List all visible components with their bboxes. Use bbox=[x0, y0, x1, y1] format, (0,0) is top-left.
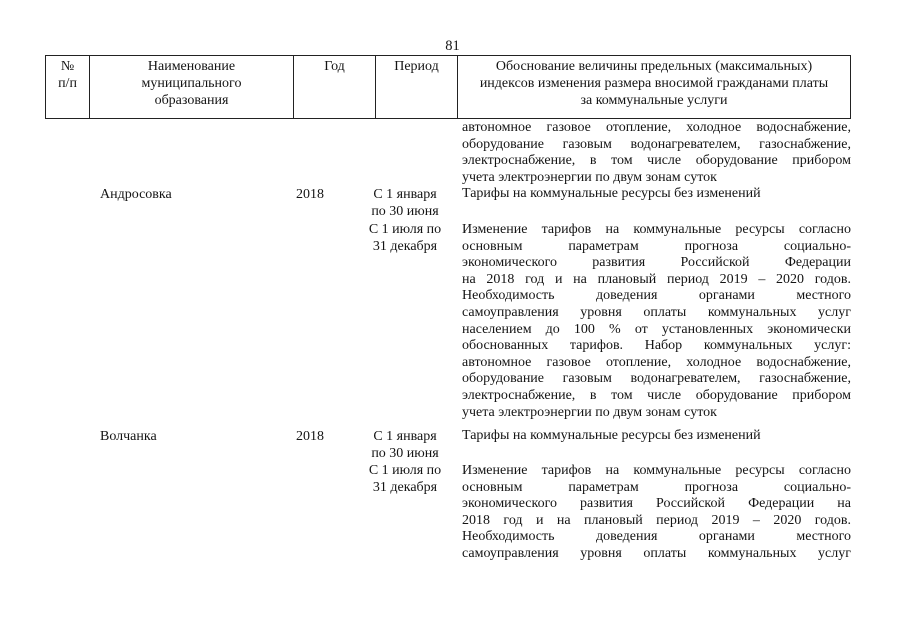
basis-line: Изменение тарифов на коммунальные ресурсы согласно bbox=[462, 463, 851, 478]
header-municipality-column bbox=[90, 56, 294, 118]
basis-line: автономное газовое отопление, холодное водоснабжение, bbox=[462, 354, 851, 370]
basis-line: электроснабжение, в том числе оборудование прибором bbox=[462, 387, 851, 403]
basis-line: Тарифы на коммунальные ресурсы без изменений bbox=[462, 186, 761, 201]
basis-second-half bbox=[462, 463, 851, 563]
basis-line: учета электроэнергии по двум зонам суток bbox=[462, 169, 717, 185]
header-municipality-line: образования bbox=[154, 93, 229, 108]
header-period-label: Период bbox=[394, 59, 439, 74]
period-first-half bbox=[360, 428, 450, 462]
basis-line: Тарифы на коммунальные ресурсы без изменений bbox=[462, 428, 761, 443]
basis-line: на 2018 год и на плановый период 2019 – 2020 годов. bbox=[462, 271, 851, 287]
basis-line: основным параметрам прогноза социально- bbox=[462, 479, 851, 495]
period-second-half bbox=[360, 221, 450, 255]
table-header bbox=[45, 55, 851, 119]
period-line: С 1 января bbox=[373, 429, 437, 444]
basis-line: Необходимость доведения органами местного bbox=[462, 288, 851, 304]
year-value: 2018 bbox=[296, 429, 324, 444]
basis-line: 2018 год и на плановый период 2019 – 2020 годов. bbox=[462, 512, 851, 528]
basis-first-half bbox=[462, 186, 851, 203]
period-second-half bbox=[360, 462, 450, 496]
basis-line: основным параметрам прогноза социально- bbox=[462, 238, 851, 254]
period-first-half bbox=[360, 186, 450, 220]
period-line: С 1 июля по bbox=[368, 222, 442, 237]
header-municipality-line: муниципального bbox=[141, 76, 242, 91]
header-basis-column bbox=[458, 56, 850, 118]
period-line: С 1 июля по bbox=[368, 463, 442, 478]
basis-line: оборудование газовым водонагревателем, газоснабжение, bbox=[462, 136, 851, 152]
basis-line: экономического развития Российской Федерации bbox=[462, 255, 851, 271]
period-line: по 30 июня bbox=[371, 446, 439, 461]
basis-line: Изменение тарифов на коммунальные ресурсы согласно bbox=[462, 222, 851, 237]
page-number: 81 bbox=[445, 38, 460, 54]
header-number-line: п/п bbox=[58, 76, 77, 91]
period-line: 31 декабря bbox=[372, 239, 438, 254]
header-period-column bbox=[376, 56, 458, 118]
header-year-label: Год bbox=[324, 59, 345, 74]
period-line: С 1 января bbox=[373, 187, 437, 202]
basis-line: экономического развития Российской Федерации на bbox=[462, 496, 851, 512]
municipality-name: Андросовка bbox=[100, 187, 172, 202]
basis-line: обоснованных тарифов. Набор коммунальных услуг: bbox=[462, 338, 851, 354]
basis-line: оборудование газовым водонагревателем, газоснабжение, bbox=[462, 371, 851, 387]
basis-line: самоуправления уровня оплаты коммунальных услуг bbox=[462, 545, 851, 561]
basis-second-half bbox=[462, 222, 851, 421]
basis-line: самоуправления уровня оплаты коммунальных услуг bbox=[462, 304, 851, 320]
year-value: 2018 bbox=[296, 187, 324, 202]
period-line: 31 декабря bbox=[372, 480, 438, 495]
municipality-name: Волчанка bbox=[100, 429, 157, 444]
header-municipality-line: Наименование bbox=[147, 59, 236, 74]
period-line: по 30 июня bbox=[371, 204, 439, 219]
basis-line: автономное газовое отопление, холодное водоснабжение, bbox=[462, 120, 851, 135]
header-basis-line: Обоснование величины предельных (максимальных) bbox=[495, 59, 813, 74]
basis-line: Необходимость доведения органами местного bbox=[462, 529, 851, 545]
basis-line: учета электроэнергии по двум зонам суток bbox=[462, 404, 717, 420]
basis-line: электроснабжение, в том числе оборудование прибором bbox=[462, 153, 851, 169]
header-number-line: № bbox=[60, 59, 75, 74]
header-year-column bbox=[294, 56, 376, 118]
basis-line: населением до 100 % от установленных экономически bbox=[462, 321, 851, 337]
header-basis-line: индексов изменения размера вносимой гражданами платы bbox=[479, 76, 829, 91]
basis-first-half bbox=[462, 428, 851, 445]
header-basis-line: за коммунальные услуги bbox=[580, 93, 728, 108]
header-number-column bbox=[46, 56, 90, 118]
continuation-basis bbox=[462, 120, 851, 186]
